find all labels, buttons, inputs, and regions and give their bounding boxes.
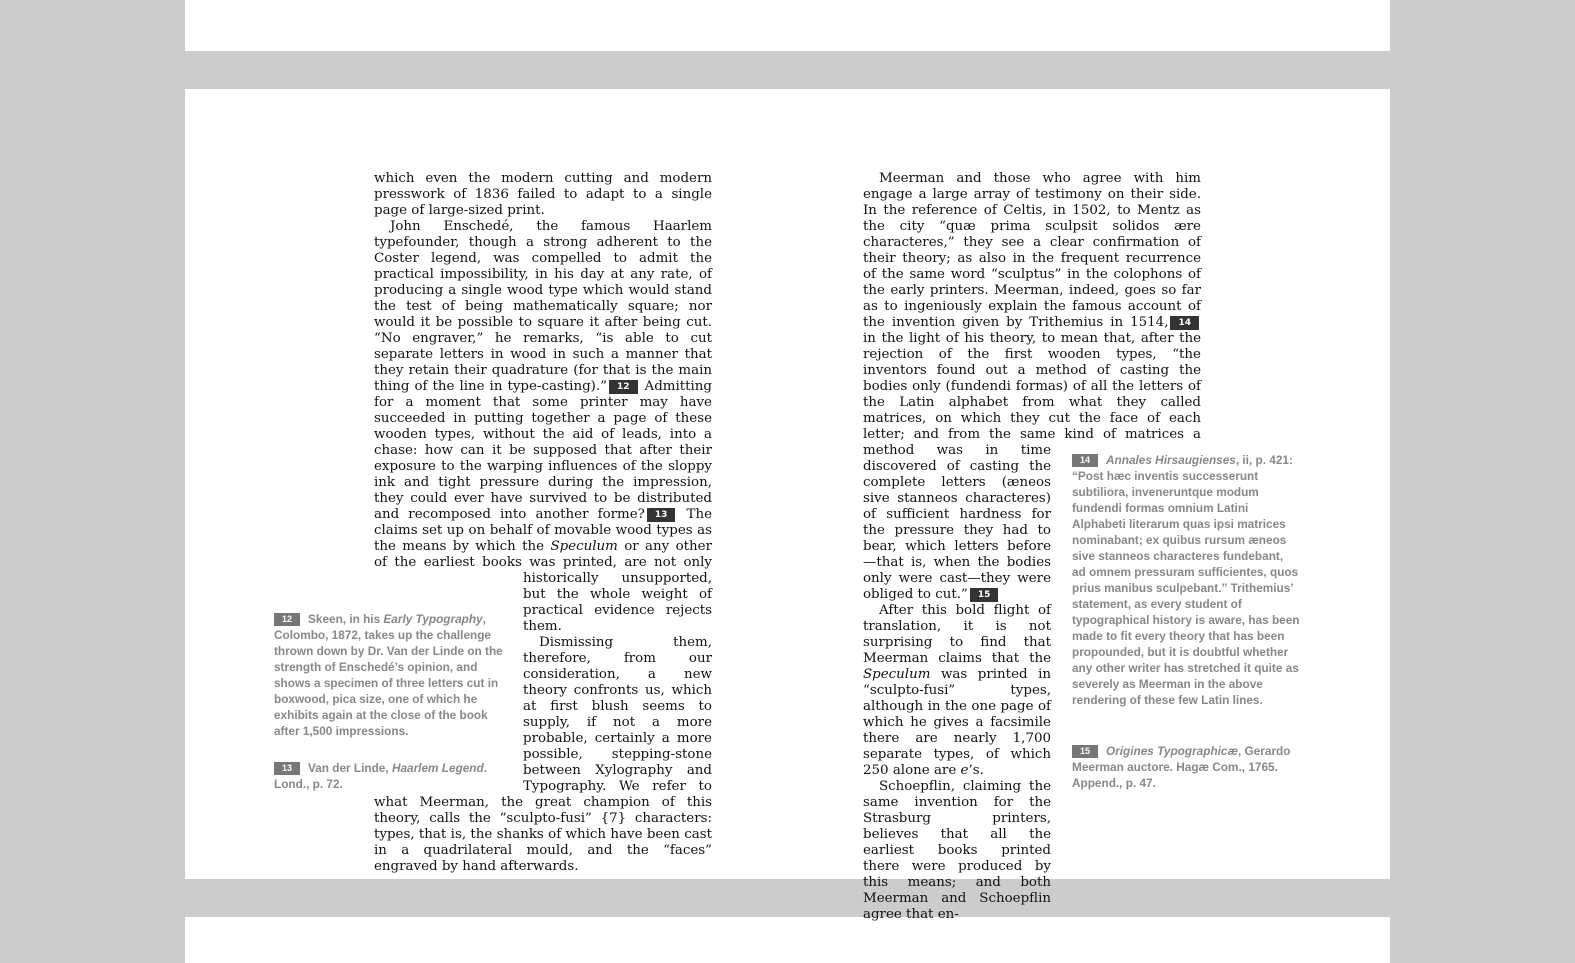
footnote-ref-13[interactable]: 13 [647,508,676,522]
footnote-13: 13 Van der Linde, Haarlem Legend. Lond., p. 72. [274,761,488,791]
footnote-number: 12 [274,613,300,626]
footnote-14: 14 Annales Hirsaugienses, ii, p. 421: “Post hæc inventis successerunt subtiliora, inveneruntque modum fundendi formas omnium Latini Alphabeti literarum quas ipsi matrices nominabant; ex quibus rursum æneos sive stanneos characteres fundebant, ad omnem pressuram sufficientes, quos prius manibus sculpebant.” Trithemius’ statement, as every student of typographical history is aware, has been made to fit every theory that has been propounded, but it is doubtful whether any other writer has stretched it quite as severely as Meerman in the above rendering of these few Latin lines. [1072,453,1300,707]
paragraph: Schoepflin, claiming the same invention for the Strasburg printers, believes that all the earliest books printed there were produced by this means; and both Meerman and Schoepflin agree that en- [863,779,1051,922]
footnote-ref-14[interactable]: 14 [1170,316,1199,330]
paragraph: After this bold flight of translation, it is not surprising to find that Meerman claims that the Speculum was printed in “sculpto-fusi” types, although in the one page of which he gives a facsimile there are nearly 1,700 separate types, of which 250 alone are e’s. [863,603,1051,778]
paragraph: Dismissing them, therefore, from our consideration, a new theory confronts us, which at first blush seems to supply, if not a more probable, certainly a more possible, stepping-stone between Xylography and Typography. We refer to what Meerman, the great champion of this theory, calls the “sculpto-fusi” {7} characters: types, that is, the shanks of which have been cast in a quadrilateral mould, and the “faces” engraved by hand afterwards. [374,635,712,874]
footnote-number: 14 [1072,454,1098,467]
footnote-ref-15[interactable]: 15 [970,588,999,602]
footnote-number: 13 [274,762,300,775]
footnote-15: 15 Origines Typographicæ, Gerardo Meerman auctore. Hagæ Com., 1765. Append., p. 47. [1072,744,1291,790]
paragraph: Meerman and those who agree with him engage a large array of testimony on their side. In the reference of Celtis, in 1502, to Mentz as the city “quæ prima sculpsit solidos ære characteres,” they see a clear confirmation of their theory; as also in the frequent recurrence of the same word “sculptus” in the colophons of the early printers. Meerman, indeed, goes so far as to ingeniously explain the famous account of the invention given by Trithemius in 1514, 14 in the light of his theory, to mean that, after the rejection of the first wooden types, “the inventors found out a method of casting the bodies only (fundendi formas) of all the letters of the Latin alphabet from what they called matrices, on which they cut the face of each letter; and from the same kind of matrices a method was in time discovered of casting the complete letters (æneos sive stanneos characteres) of sufficient hardness for the pressure they had to bear, which letters before—that is, when the bodies only were cast—they were obliged to cut.” 15 [863,171,1201,602]
paragraph: which even the modern cutting and modern presswork of 1836 failed to adapt to a single page of large-sized print. [374,171,712,218]
footnote-ref-12[interactable]: 12 [609,380,638,394]
footnote-number: 15 [1072,745,1098,758]
paragraph: John Enschedé, the famous Haarlem typefounder, though a strong adherent to the Coster legend, was compelled to admit the practical impossibility, in his day at any rate, of producing a single wood type which would stand the test of being mathematically square; nor would it be possible to square it after being cut. “No engraver,” he remarks, “is able to cut separate letters in wood in such a manner that they retain their quadrature (for that is the main thing of the line in type-casting).” 12 Admitting for a moment that some printer may have succeeded in putting together a page of these wooden types, without the aid of leads, into a chase: how can it be supposed that after their exposure to the warping influences of the sloppy ink and tight pressure during the impression, they could ever have survived to be distributed and recomposed into another forme? 13 The claims set up on behalf of movable wood types as the means by which the Speculum or any other of the earliest books was printed, are not only historically unsupported, but the whole weight of practical evidence rejects them. [374,219,712,634]
previous-page-edge [185,0,1390,51]
next-page-edge [185,917,1390,963]
footnote-12: 12 Skeen, in his Early Typography, Colombo, 1872, takes up the challenge thrown down by Dr. Van der Linde on the strength of Enschedé’s opinion, and shows a specimen of three letters cut in boxwood, pica size, one of which he exhibits again at the close of the book after 1,500 impressions. [274,612,503,738]
